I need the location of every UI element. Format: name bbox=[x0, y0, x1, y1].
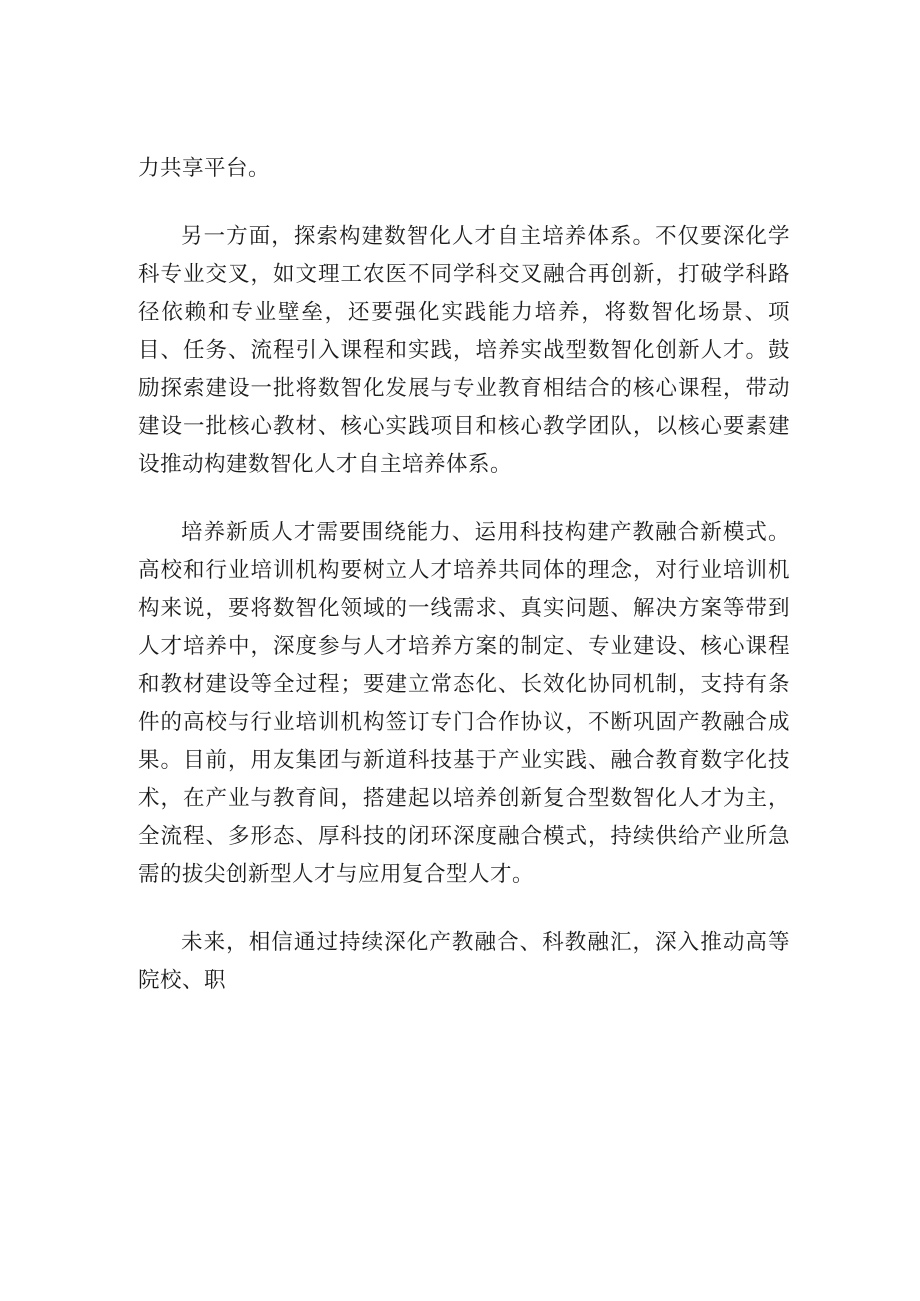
paragraph-future-outlook: 未来，相信通过持续深化产教融合、科教融汇，深入推动高等院校、职 bbox=[138, 930, 790, 993]
document-body bbox=[138, 150, 790, 1000]
paragraph-talent-cultivation-system: 另一方面，探索构建数智化人才自主培养体系。不仅要深化学科专业交叉，如文理工农医不同学科交叉融合再创新，打破学科路径依赖和专业壁垒，还要强化实践能力培养，将数智化场景、项目、任务、流程引入课程和实践，培养实战型数智化创新人才。鼓励探索建设一批将数智化发展与专业教育相结合的核心课程，带动建设一批核心教材、核心实践项目和核心教学团队，以核心要素建设推动构建数智化人才自主培养体系。 bbox=[138, 224, 790, 477]
paragraph-continuation: 力共享平台。 bbox=[138, 156, 271, 181]
paragraph-industry-education-integration: 培养新质人才需要围绕能力、运用科技构建产教融合新模式。高校和行业培训机构要树立人才培养共同体的理念，对行业培训机构来说，要将数智化领域的一线需求、真实问题、解决方案等带到人才培养中，深度参与人才培养方案的制定、专业建设、核心课程和教材建设等全过程；要建立常态化、长效化协同机制，支持有条件的高校与行业培训机构签订专门合作协议，不断巩固产教融合成果。目前，用友集团与新道科技基于产业实践、融合教育数字化技术，在产业与教育间，搭建起以培养创新复合型数智化人才为主，全流程、多形态、厚科技的闭环深度融合模式，持续供给产业所急需的拔尖创新型人才与应用复合型人才。 bbox=[138, 520, 790, 887]
